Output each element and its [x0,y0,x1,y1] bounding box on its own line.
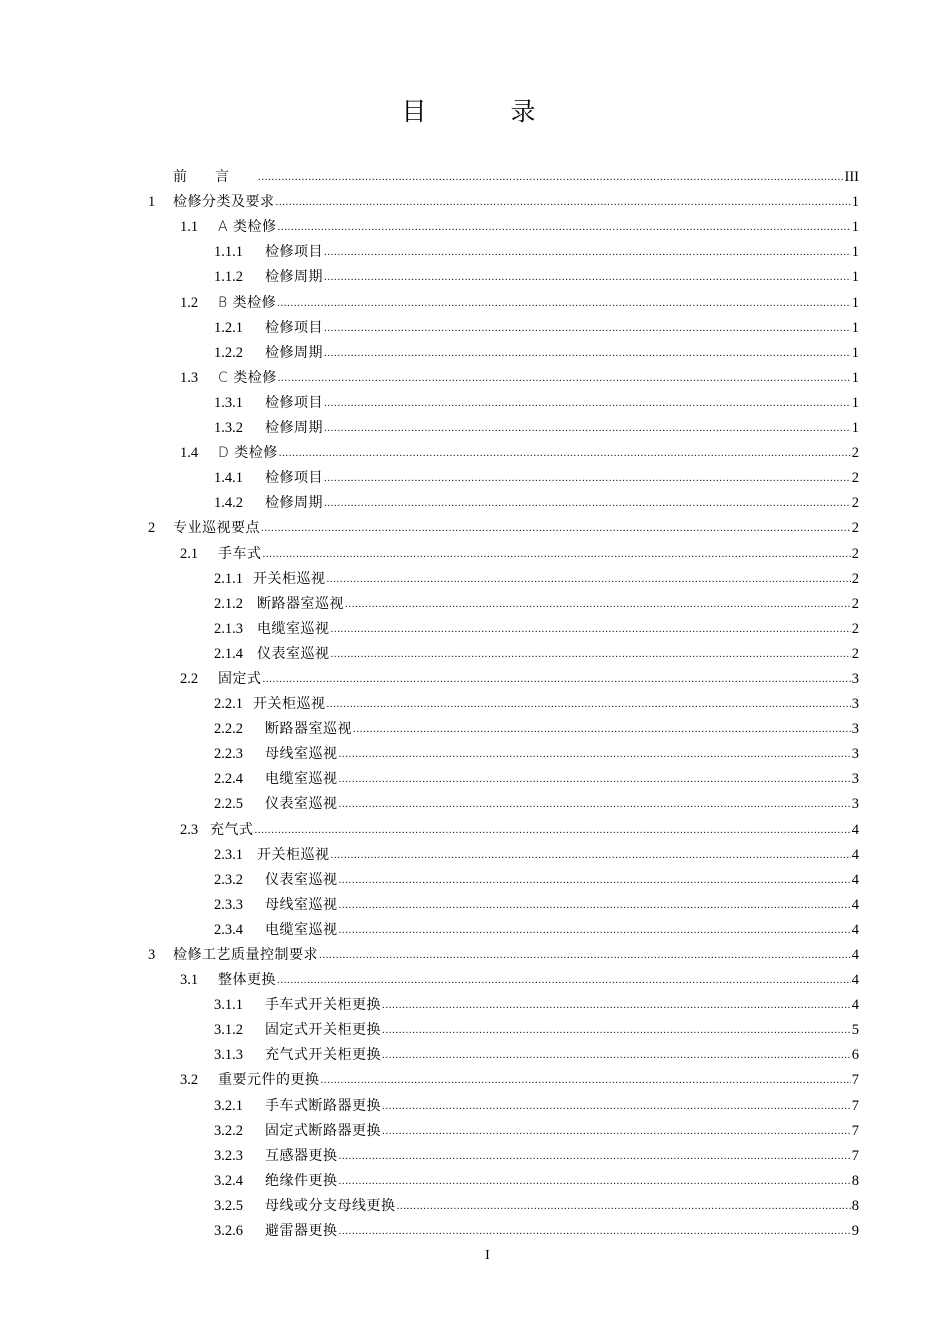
dot-leader [255,821,851,839]
toc-entry-number: 1.3 [180,369,199,386]
toc-entry-number: 1.2 [180,294,199,311]
dot-leader [339,1147,851,1165]
toc-entry-label [148,168,257,186]
toc-entry-page: 6 [851,1047,859,1064]
dot-leader [339,896,851,914]
toc-entry-page: 8 [851,1172,859,1189]
toc-entry-number: 2 [148,520,156,537]
toc-entry-title: 开关柜巡视 [257,846,330,863]
toc-entry-label [148,1046,381,1064]
toc-entry-page: 4 [851,997,859,1014]
toc-entry-label [148,319,323,337]
toc-entry-number: 2.1.4 [214,645,243,662]
toc-entry-label [148,1147,338,1165]
toc-entry-page: 1 [851,294,859,311]
toc-entry[interactable] [148,839,859,864]
toc-entry[interactable] [148,236,859,261]
toc-entry-page: 4 [851,821,859,838]
dot-leader [382,1046,851,1064]
dot-leader [324,344,851,362]
toc-entry[interactable] [148,964,859,989]
toc-entry-page: 2 [851,545,859,562]
toc-entry-label [148,469,323,487]
toc-entry-page: 1 [851,269,859,286]
toc-entry-number: 3.1.1 [214,997,243,1014]
toc-entry-page: 2 [851,445,859,462]
toc-entry-number: 2.3.1 [214,846,243,863]
dot-leader [263,670,851,688]
toc-entry-page: 7 [851,1147,859,1164]
toc-entry[interactable] [148,1215,859,1240]
toc-entry-title: 固定式断路器更换 [265,1122,381,1139]
toc-entry-number: 2.2.4 [214,771,243,788]
dot-leader [324,243,851,261]
toc-entry-label [148,670,262,688]
toc-entry-number: 2.2.3 [214,746,243,763]
dot-leader [382,1097,851,1115]
dot-leader [339,1172,851,1190]
toc-entry-title: 绝缘件更换 [265,1172,338,1189]
toc-entry[interactable] [148,537,859,562]
toc-entry[interactable] [148,688,859,713]
toc-entry-page: 7 [851,1072,859,1089]
toc-entry-number: 1.2.1 [214,319,243,336]
toc-entry-label [148,394,323,412]
dot-leader [331,846,851,864]
toc-entry-number: 1.4 [180,445,199,462]
toc-entry[interactable] [148,1165,859,1190]
toc-entry-title: C 类检修 [218,369,277,386]
toc-entry-number: 2.2 [180,670,199,687]
toc-entry-number: 3.1.3 [214,1047,243,1064]
toc-entry-label [148,344,323,362]
dot-leader [277,971,851,989]
toc-entry-page: 1 [851,394,859,411]
dot-leader [263,545,851,563]
toc-entry-label [148,645,330,663]
dot-leader [278,369,851,387]
toc-entry-page: 7 [851,1122,859,1139]
toc-entry-number: 2.2.2 [214,721,243,738]
toc-entry-number: 1 [148,194,156,211]
toc-entry-title: 母线或分支母线更换 [265,1197,396,1214]
toc-entry[interactable] [148,914,859,939]
dot-leader [327,695,851,713]
toc-entry-title: 仪表室巡视 [265,871,338,888]
toc-entry-title: A 类检修 [218,219,277,236]
toc-entry-label [148,921,338,939]
toc-entry-title: 电缆室巡视 [265,771,338,788]
dot-leader [324,268,851,286]
dot-leader [397,1197,851,1215]
toc-entry[interactable] [148,939,859,964]
toc-entry-label [148,545,262,563]
toc-entry[interactable] [148,613,859,638]
toc-entry-number: 2.3.3 [214,896,243,913]
dot-leader [382,996,851,1014]
toc-entry-title: 互感器更换 [265,1147,338,1164]
toc-entry-number: 1.3.2 [214,420,243,437]
toc-entry-label [148,268,323,286]
toc-entry-title: 避雷器更换 [265,1223,338,1240]
dot-leader [339,745,851,763]
toc-entry-page: 4 [851,947,859,963]
toc-entry[interactable] [148,889,859,914]
toc-entry-title: 整体更换 [218,972,276,989]
toc-entry-title: 仪表室巡视 [257,645,330,662]
page-number: I [485,1248,490,1263]
toc-entry-label [148,595,344,613]
toc-entry-page: 5 [851,1022,859,1039]
dot-leader [319,946,851,964]
toc-entry-label [148,369,277,387]
toc-entry[interactable] [148,713,859,738]
toc-entry[interactable] [148,563,859,588]
toc-entry-title: 充气式 [210,821,254,838]
toc-entry-label [148,996,381,1014]
toc-entry-page: 1 [851,219,859,236]
toc-entry-page: 3 [851,796,859,813]
toc-entry-label [148,1071,320,1089]
toc-entry[interactable] [148,286,859,311]
toc-entry-number: 2.1.1 [214,570,243,587]
toc-entry[interactable] [148,362,859,387]
toc-entry-number: 1.4.2 [214,495,243,512]
toc-entry[interactable] [148,638,859,663]
toc-entry-page: 1 [851,369,859,386]
toc-entry-number: 3.2.3 [214,1147,243,1164]
toc-entry-number: 1.1.1 [214,244,243,261]
toc-entry-label [148,570,326,588]
toc-entry-label [148,695,326,713]
toc-entry-label [148,444,278,462]
toc-entry-number: 1.1.2 [214,269,243,286]
toc-entry-title: 专业巡视要点 [173,520,260,537]
toc-entry-page: 7 [851,1097,859,1114]
toc-entry-title: 手车式开关柜更换 [265,997,381,1014]
dot-leader [353,720,851,738]
dot-leader [279,444,851,462]
toc-entry-page: 2 [851,495,859,512]
toc-entry-page: 4 [851,846,859,863]
toc-entry-number: 1.1 [180,219,199,236]
toc-entry-label [148,1172,338,1190]
toc-entry-label [148,419,323,437]
toc-entry-label [148,1021,381,1039]
toc-entry-label [148,770,338,788]
toc-entry-label [148,821,254,839]
toc-entry-number: 2.3.2 [214,871,243,888]
toc-entry-title: 充气式开关柜更换 [265,1047,381,1064]
toc-entry-number: 3.1.2 [214,1022,243,1039]
toc-entry-page: 1 [851,420,859,437]
toc-entry[interactable] [148,312,859,337]
toc-entry-title: 检修周期 [265,269,323,286]
toc-entry[interactable] [148,1140,859,1165]
dot-leader [278,218,851,236]
page-title: 目 录 [401,97,574,126]
toc-entry[interactable] [148,763,859,788]
dot-leader [277,294,851,312]
toc-entry-title: B 类检修 [218,294,277,311]
toc-entry-page: 4 [851,921,859,938]
table-of-contents [148,161,859,1240]
toc-entry-number: 3.2.1 [214,1097,243,1114]
toc-entry-label [148,795,338,813]
dot-leader [324,319,851,337]
toc-entry-label [148,971,276,989]
toc-entry[interactable] [148,512,859,537]
toc-entry-label [148,1222,338,1240]
toc-entry[interactable] [148,186,859,211]
toc-entry[interactable] [148,261,859,286]
toc-entry-page: 3 [851,696,859,713]
dot-leader [339,871,851,889]
toc-entry-title: 仪表室巡视 [265,796,338,813]
toc-entry-number: 3.2 [180,1072,199,1089]
toc-entry-title: 开关柜巡视 [253,696,326,713]
toc-entry[interactable] [148,989,859,1014]
toc-entry-title: 检修工艺质量控制要求 [173,947,318,963]
dot-leader [324,494,851,512]
toc-entry-number: 3.2.4 [214,1172,243,1189]
toc-entry-label [148,218,277,236]
toc-entry-number: 2.1.2 [214,595,243,612]
toc-entry-page: 4 [851,871,859,888]
toc-entry-title: 检修周期 [265,344,323,361]
toc-entry-page: 1 [851,319,859,336]
toc-entry-page: 9 [851,1223,859,1240]
dot-leader [339,1222,851,1240]
toc-entry-label [148,1197,396,1215]
dot-leader [276,193,851,211]
dot-leader [339,921,851,939]
dot-leader [324,394,851,412]
toc-entry-title: 检修分类及要求 [173,194,275,211]
toc-entry-label [148,620,330,638]
toc-entry[interactable] [148,1039,859,1064]
dot-leader [339,770,851,788]
toc-entry-page: 2 [851,470,859,487]
toc-entry[interactable] [148,738,859,763]
dot-leader [345,595,851,613]
toc-entry-label [148,294,276,312]
toc-entry[interactable] [148,1115,859,1140]
toc-entry-number: 2.3 [180,821,199,838]
toc-entry-title: 检修项目 [265,470,323,487]
toc-entry-page: 4 [851,896,859,913]
toc-entry-number: 2.2.1 [214,696,243,713]
toc-entry-number: 1.2.2 [214,344,243,361]
dot-leader [258,168,844,186]
toc-entry-title: 检修周期 [265,495,323,512]
toc-entry[interactable] [148,1064,859,1089]
toc-entry-number: 3.2.2 [214,1122,243,1139]
toc-entry[interactable] [148,211,859,236]
toc-entry-title: 手车式 [218,545,262,562]
toc-entry-title: 检修周期 [265,420,323,437]
toc-entry-number: 1.4.1 [214,470,243,487]
toc-entry-page: 8 [851,1197,859,1214]
toc-entry-page: 3 [851,746,859,763]
toc-entry-page: III [844,169,859,186]
toc-entry[interactable] [148,387,859,412]
toc-entry[interactable] [148,1014,859,1039]
toc-entry-page: 2 [851,620,859,637]
toc-entry[interactable] [148,462,859,487]
toc-entry-title: 开关柜巡视 [253,570,326,587]
toc-entry-page: 1 [851,344,859,361]
dot-leader [324,469,851,487]
toc-entry-page: 3 [851,670,859,687]
toc-entry-title: 重要元件的更换 [218,1072,320,1089]
dot-leader [331,645,851,663]
toc-entry-page: 2 [851,570,859,587]
toc-entry-title: 断路器室巡视 [257,595,344,612]
toc-entry-label [148,1097,381,1115]
dot-leader [382,1122,851,1140]
dot-leader [321,1071,851,1089]
toc-entry[interactable] [148,161,859,186]
toc-entry-number: 2.2.5 [214,796,243,813]
toc-entry[interactable] [148,1089,859,1114]
toc-entry-label [148,519,260,537]
toc-entry-title: 电缆室巡视 [265,921,338,938]
toc-entry-number: 2.1.3 [214,620,243,637]
toc-entry-title: 手车式断路器更换 [265,1097,381,1114]
toc-entry-number: 2.1 [180,545,199,562]
toc-entry-title: 电缆室巡视 [257,620,330,637]
toc-entry-page: 3 [851,721,859,738]
toc-entry-label [148,846,330,864]
toc-entry-label [148,946,318,964]
toc-entry-label [148,193,275,211]
toc-entry-page: 1 [851,244,859,261]
toc-entry-number: 3 [148,947,156,963]
toc-entry-title: 断路器室巡视 [265,721,352,738]
toc-entry-title: 检修项目 [265,319,323,336]
toc-entry-label [148,243,323,261]
toc-entry-title: 检修项目 [265,244,323,261]
toc-entry-title: 母线室巡视 [265,746,338,763]
dot-leader [327,570,851,588]
toc-entry-label [148,896,338,914]
toc-entry-number: 1.3.1 [214,394,243,411]
toc-entry-number: 2.3.4 [214,921,243,938]
toc-entry-page: 2 [851,645,859,662]
toc-entry[interactable] [148,813,859,838]
toc-entry-page: 4 [851,972,859,989]
toc-entry[interactable] [148,437,859,462]
dot-leader [339,795,851,813]
toc-entry[interactable] [148,588,859,613]
toc-entry-number: 3.2.5 [214,1197,243,1214]
dot-leader [261,519,851,537]
toc-entry-number [148,168,173,186]
toc-entry-title: 固定式 [218,670,262,687]
toc-entry-title: 母线室巡视 [265,896,338,913]
toc-entry[interactable] [148,337,859,362]
toc-entry-title: 检修项目 [265,394,323,411]
toc-entry-number: 3.1 [180,972,199,989]
toc-entry[interactable] [148,864,859,889]
toc-entry[interactable] [148,788,859,813]
toc-entry-label [148,1122,381,1140]
toc-entry-label [148,871,338,889]
toc-entry-title: 前言 [173,169,257,186]
toc-entry-label [148,745,338,763]
dot-leader [324,419,851,437]
toc-entry-label [148,494,323,512]
toc-entry[interactable] [148,663,859,688]
toc-entry-page: 1 [851,194,859,211]
toc-entry-page: 3 [851,771,859,788]
toc-entry[interactable] [148,487,859,512]
toc-entry-number: 3.2.6 [214,1223,243,1240]
toc-entry-label [148,720,352,738]
toc-entry-title: D 类检修 [218,445,278,462]
dot-leader [382,1021,851,1039]
toc-entry-page: 2 [851,520,859,537]
toc-entry[interactable] [148,412,859,437]
dot-leader [331,620,851,638]
toc-entry[interactable] [148,1190,859,1215]
toc-entry-title: 固定式开关柜更换 [265,1022,381,1039]
toc-entry-page: 2 [851,595,859,612]
